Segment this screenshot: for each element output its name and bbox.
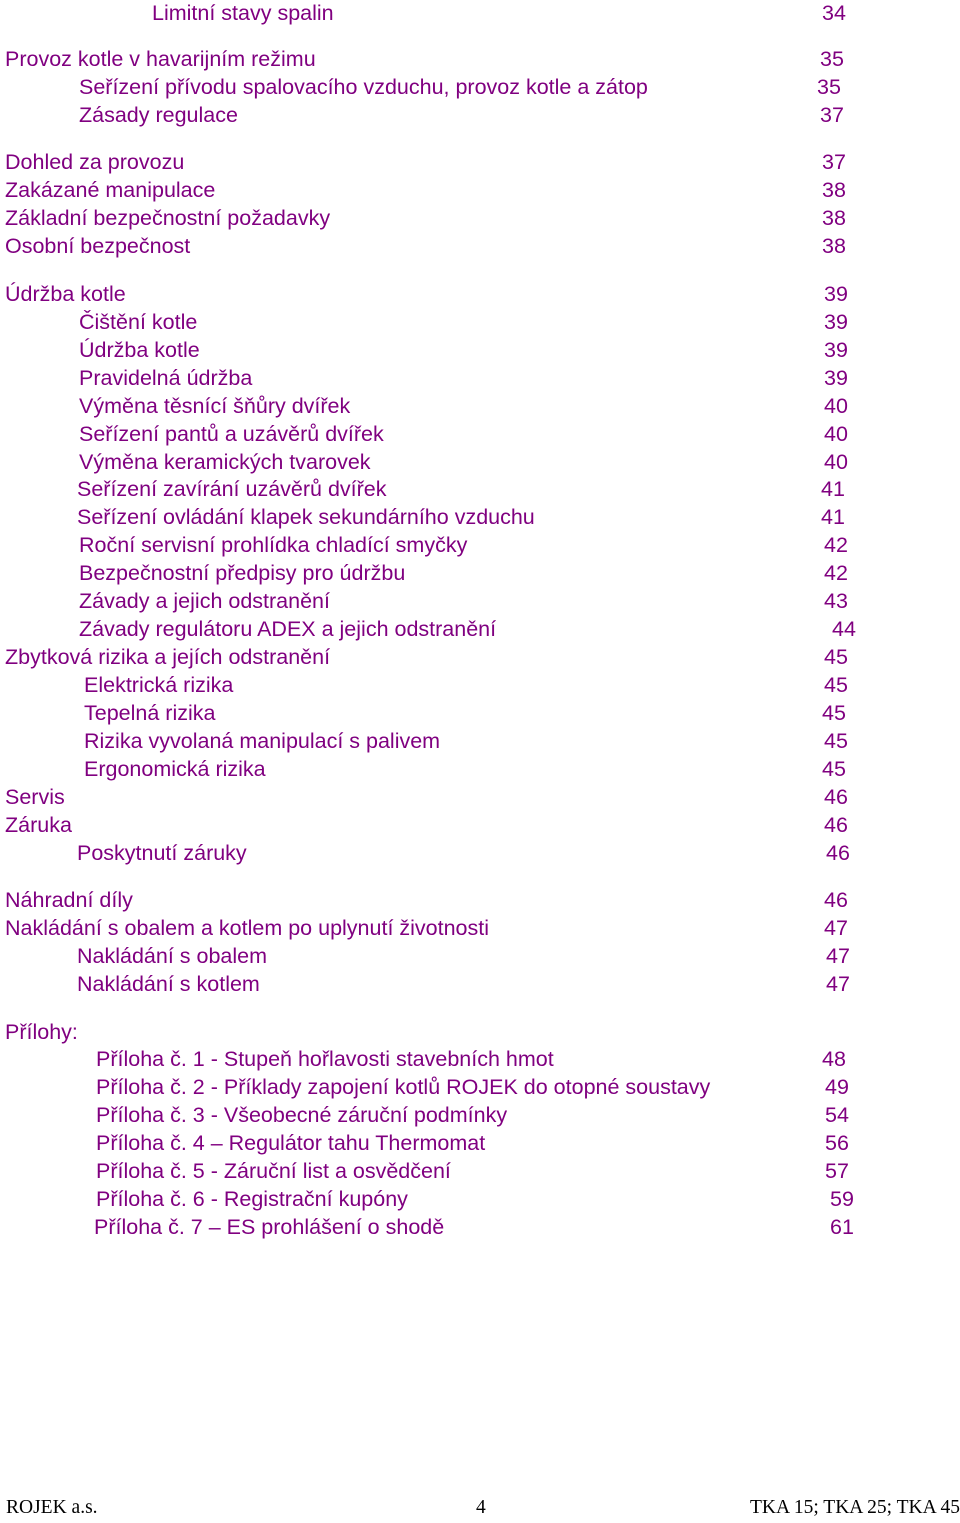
toc-entry-title: Seřízení zavírání uzávěrů dvířek	[77, 477, 387, 501]
toc-entry-page: 39	[824, 338, 848, 362]
toc-entry-page: 47	[824, 916, 848, 940]
toc-entry-title: Seřízení pantů a uzávěrů dvířek	[79, 422, 384, 446]
toc-entry-page: 42	[824, 561, 848, 585]
toc-entry-page: 45	[822, 757, 846, 781]
toc-entry-title: Příloha č. 7 – ES prohlášení o shodě	[94, 1215, 445, 1239]
toc-entry-title: Elektrická rizika	[84, 673, 234, 697]
toc-entry-title: Příloha č. 1 - Stupeň hořlavosti stavebních hmot	[96, 1047, 554, 1071]
toc-entry-page: 45	[822, 701, 846, 725]
toc-entry-page: 45	[824, 645, 848, 669]
toc-entry-title: Příloha č. 3 - Všeobecné záruční podmínky	[96, 1103, 508, 1127]
toc-entry-page: 40	[824, 422, 848, 446]
toc-entry-page: 54	[825, 1103, 849, 1127]
toc-entry-title: Roční servisní prohlídka chladící smyčky	[79, 533, 468, 557]
toc-entry-title: Náhradní díly	[5, 888, 133, 912]
appendix-heading: Přílohy:	[5, 1020, 78, 1044]
toc-entry-page: 41	[821, 477, 845, 501]
toc-entry-title: Závady regulátoru ADEX a jejich odstranění	[79, 617, 497, 641]
toc-entry-page: 37	[820, 103, 844, 127]
toc-entry-page: 46	[824, 888, 848, 912]
toc-entry-title: Zbytková rizika a jejích odstranění	[5, 645, 331, 669]
toc-entry-title: Záruka	[5, 813, 72, 837]
toc-entry-title: Seřízení ovládání klapek sekundárního vzduchu	[77, 505, 535, 529]
toc-entry-title: Rizika vyvolaná manipulací s palivem	[84, 729, 441, 753]
toc-entry-page: 40	[824, 450, 848, 474]
toc-entry-page: 45	[824, 673, 848, 697]
toc-entry-page: 57	[825, 1159, 849, 1183]
toc-entry-title: Příloha č. 5 - Záruční list a osvědčení	[96, 1159, 451, 1183]
toc-entry-page: 35	[817, 75, 841, 99]
toc-entry-title: Poskytnutí záruky	[77, 841, 247, 865]
footer-page-number: 4	[476, 1497, 486, 1518]
toc-entry-title: Pravidelná údržba	[79, 366, 253, 390]
footer-models: TKA 15; TKA 25; TKA 45	[749, 1497, 960, 1518]
toc-entry-title: Příloha č. 2 - Příklady zapojení kotlů ROJEK do otopné soustavy	[96, 1075, 711, 1099]
toc-entry-title: Zakázané manipulace	[5, 178, 216, 202]
toc-entry-title: Výměna těsnící šňůry dvířek	[79, 394, 351, 418]
toc-entry-title: Příloha č. 6 - Registrační kupóny	[96, 1187, 408, 1211]
toc-entry-page: 41	[821, 505, 845, 529]
toc-entry-title: Limitní stavy spalin	[152, 1, 334, 25]
page-footer	[0, 1496, 960, 1520]
toc-entry-page: 59	[830, 1187, 854, 1211]
toc-entry-page: 38	[822, 206, 846, 230]
toc-entry-title: Seřízení přívodu spalovacího vzduchu, provoz kotle a zátop	[79, 75, 648, 99]
toc-entry-page: 38	[822, 234, 846, 258]
toc-entry-title: Nakládání s obalem a kotlem po uplynutí životnosti	[5, 916, 490, 940]
toc-entry-title: Servis	[5, 785, 65, 809]
toc-entry-title: Tepelná rizika	[84, 701, 216, 725]
toc-entry-title: Údržba kotle	[5, 282, 126, 306]
toc-entry-page: 44	[832, 617, 856, 641]
toc-entry-page: 61	[830, 1215, 854, 1239]
toc-entry-title: Údržba kotle	[79, 338, 200, 362]
toc-entry-title: Nakládání s kotlem	[77, 972, 260, 996]
toc-entry-page: 40	[824, 394, 848, 418]
toc-entry-title: Ergonomická rizika	[84, 757, 266, 781]
toc-entry-title: Nakládání s obalem	[77, 944, 268, 968]
toc-entry-title: Zásady regulace	[79, 103, 238, 127]
toc-entry-title: Provoz kotle v havarijním režimu	[5, 47, 316, 71]
toc-entry-title: Příloha č. 4 – Regulátor tahu Thermomat	[96, 1131, 486, 1155]
toc-entry-page: 46	[826, 841, 850, 865]
toc-entry-title: Základní bezpečnostní požadavky	[5, 206, 331, 230]
toc-entry-page: 43	[824, 589, 848, 613]
toc-entry-page: 48	[822, 1047, 846, 1071]
toc-entry-page: 47	[826, 972, 850, 996]
toc-entry-page: 38	[822, 178, 846, 202]
toc-entry-title: Závady a jejich odstranění	[79, 589, 330, 613]
toc-entry-page: 46	[824, 813, 848, 837]
toc-entry-title: Osobní bezpečnost	[5, 234, 191, 258]
toc-entry-title: Výměna keramických tvarovek	[79, 450, 371, 474]
toc-entry-page: 37	[822, 150, 846, 174]
toc-entry-page: 34	[822, 1, 846, 25]
toc-entry-page: 46	[824, 785, 848, 809]
toc-entry-title: Čištění kotle	[79, 310, 198, 334]
footer-company: ROJEK a.s.	[6, 1497, 98, 1518]
toc-entry-page: 45	[824, 729, 848, 753]
toc-entry-page: 49	[825, 1075, 849, 1099]
toc-entry-title: Dohled za provozu	[5, 150, 185, 174]
toc-entry-page: 56	[825, 1131, 849, 1155]
toc-entry-page: 35	[820, 47, 844, 71]
toc-entry-title: Bezpečnostní předpisy pro údržbu	[79, 561, 406, 585]
toc-entry-page: 39	[824, 366, 848, 390]
toc-entry-page: 39	[824, 282, 848, 306]
toc-entry-page: 47	[826, 944, 850, 968]
toc-entry-page: 42	[824, 533, 848, 557]
toc-entry-page: 39	[824, 310, 848, 334]
